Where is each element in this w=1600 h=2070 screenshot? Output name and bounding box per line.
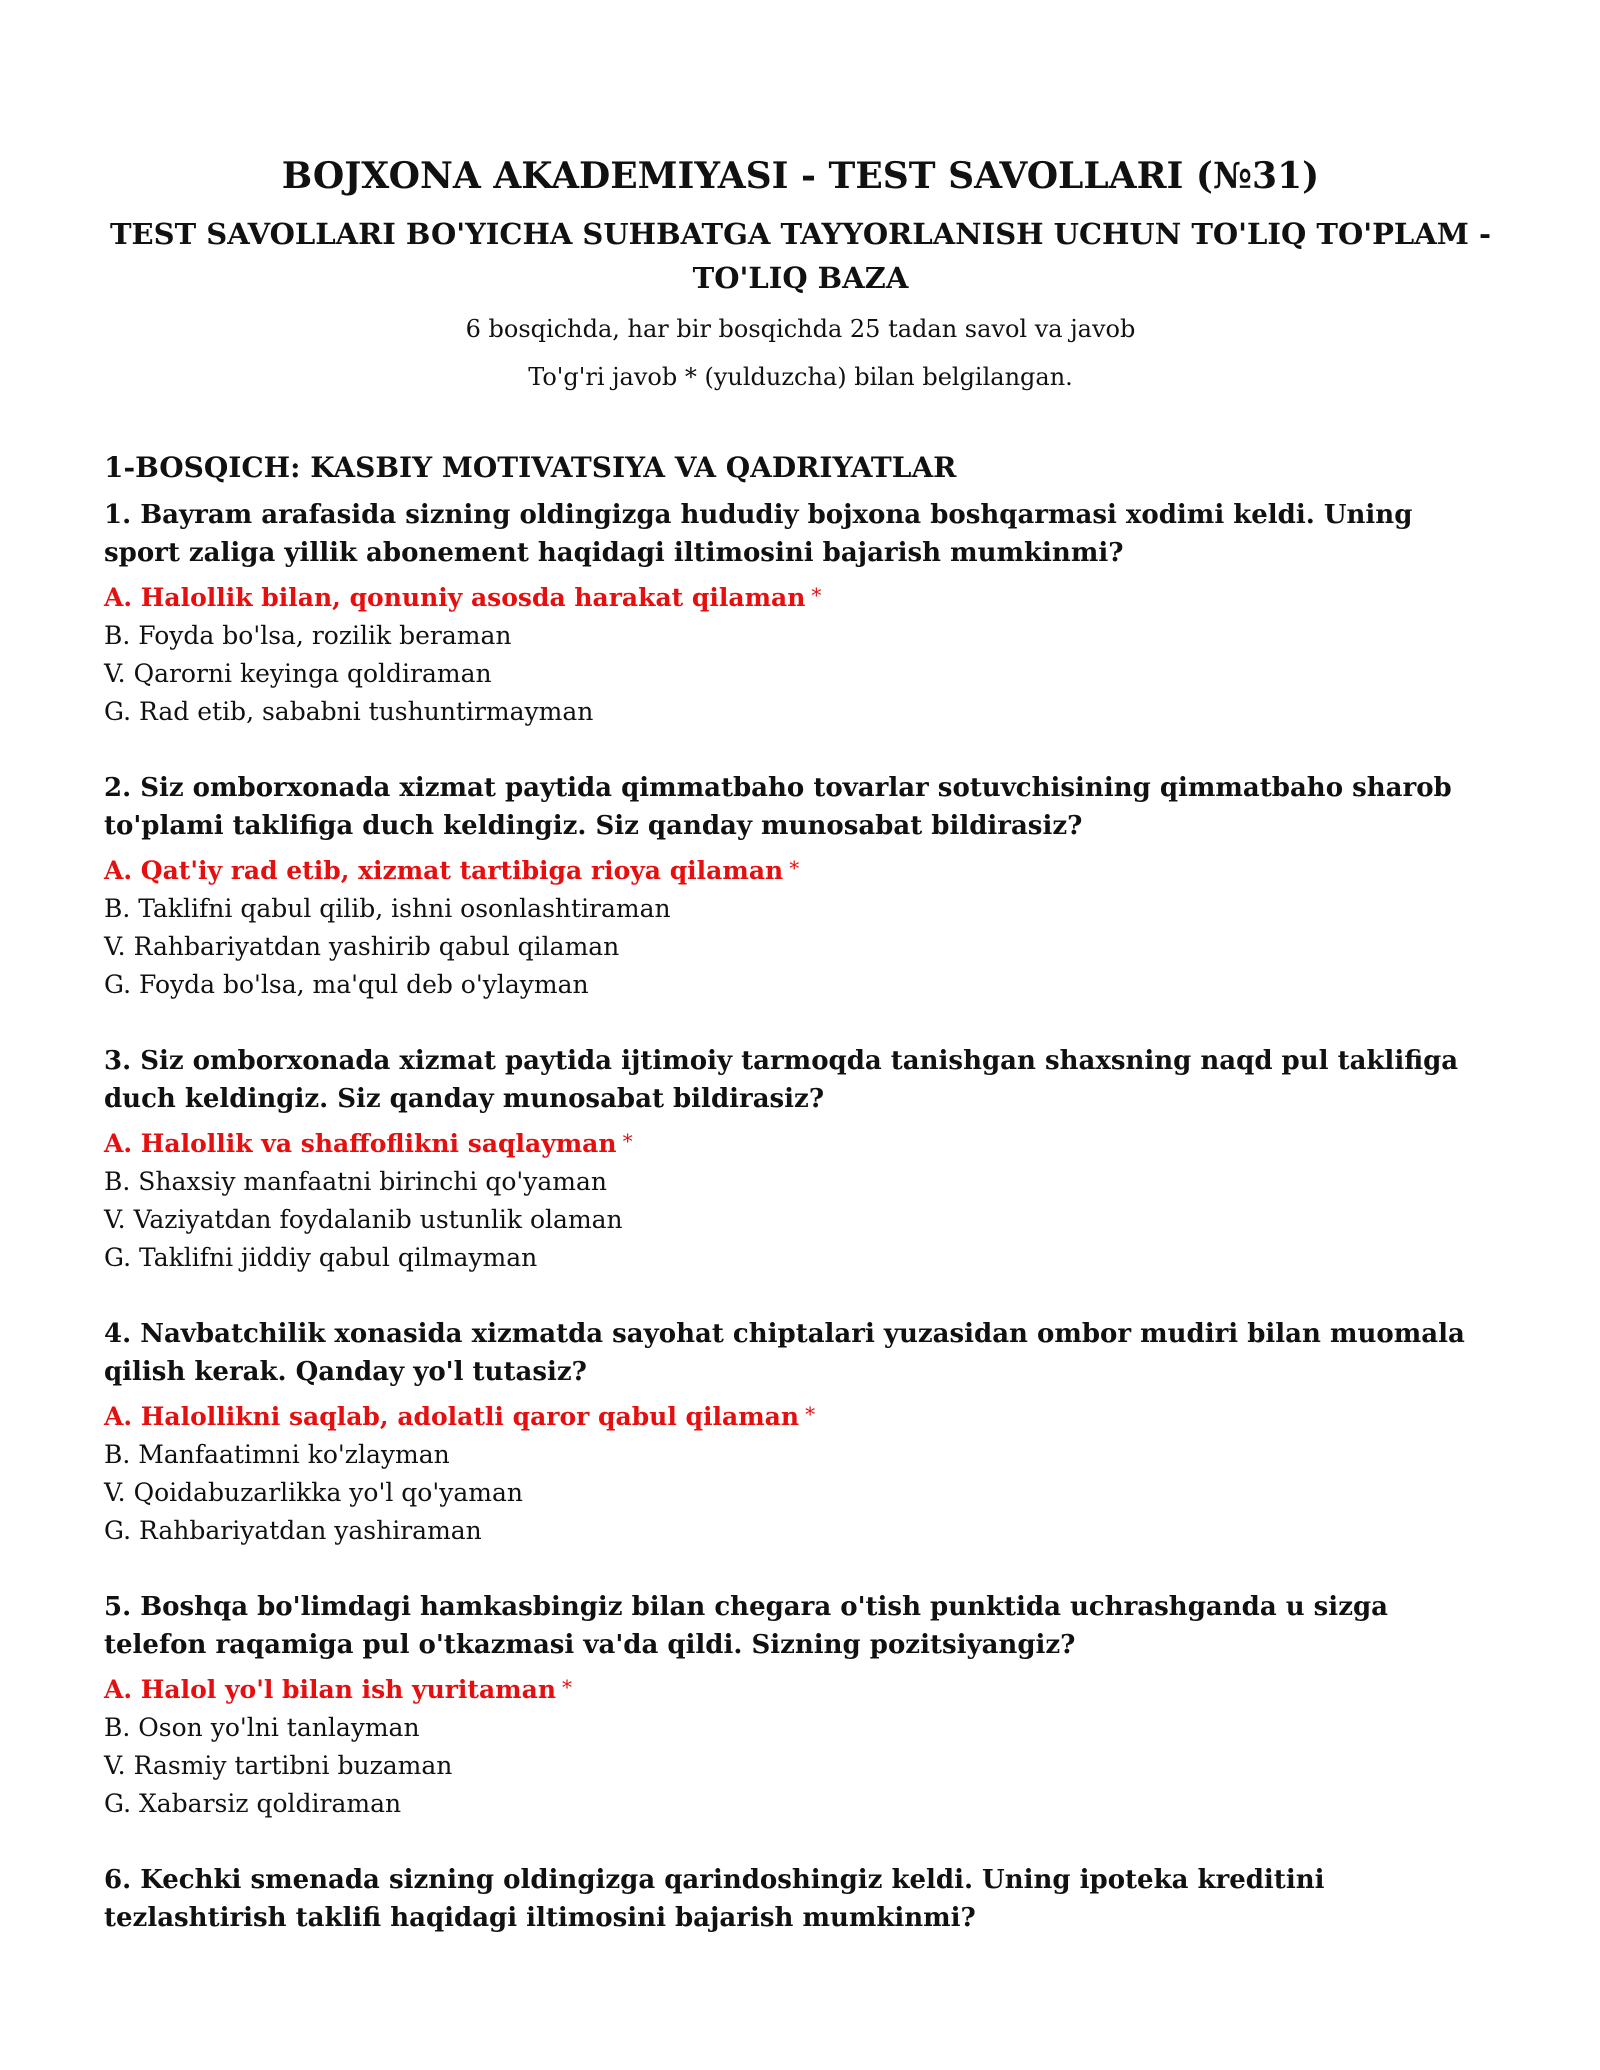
option-label: V. Rahbariyatdan yashirib qabul qilaman [104, 932, 620, 961]
answer-option [104, 1201, 1497, 1239]
option-label: A. Halollik va shaffoflikni saqlayman [104, 1129, 617, 1158]
answer-option [104, 1239, 1497, 1277]
correct-mark-star: * [805, 1402, 816, 1426]
answer-option [104, 1512, 1497, 1550]
answer-option [104, 966, 1497, 1004]
document-title: BOJXONA AKADEMIYASI - TEST SAVOLLARI (№31) [281, 155, 1320, 197]
question-block [104, 1315, 1497, 1550]
correct-answer-option [104, 849, 1497, 890]
correct-mark-star: * [562, 1675, 573, 1699]
option-label: B. Shaxsiy manfaatni birinchi qo'yaman [104, 1167, 608, 1196]
answer-option [104, 1436, 1497, 1474]
question-block [104, 1861, 1497, 1937]
answer-option [104, 1747, 1497, 1785]
question-list [104, 496, 1497, 1937]
option-label: B. Foyda bo'lsa, rozilik beraman [104, 621, 512, 650]
option-label: A. Halollik bilan, qonuniy asosda harakat qilaman [104, 583, 806, 612]
section-heading: 1-BOSQICH: KASBIY MOTIVATSIYA VA QADRIYATLAR [104, 451, 957, 484]
correct-answer-option [104, 1395, 1497, 1436]
answer-option [104, 655, 1497, 693]
option-label: G. Rahbariyatdan yashiraman [104, 1516, 482, 1545]
option-label: G. Xabarsiz qoldiraman [104, 1789, 402, 1818]
option-label: A. Halollikni saqlab, adolatli qaror qabul qilaman [104, 1402, 800, 1431]
answer-option [104, 693, 1497, 731]
answer-option [104, 1785, 1497, 1823]
correct-mark-star: * [789, 856, 800, 880]
option-label: G. Foyda bo'lsa, ma'qul deb o'ylayman [104, 970, 589, 999]
correct-mark-star: * [622, 1129, 633, 1153]
option-label: V. Qarorni keyinga qoldiraman [104, 659, 492, 688]
question-block [104, 769, 1497, 1004]
option-label: V. Vaziyatdan foydalanib ustunlik olaman [104, 1205, 623, 1234]
answer-option [104, 1163, 1497, 1201]
option-label: V. Rasmiy tartibni buzaman [104, 1751, 453, 1780]
option-label: A. Qat'iy rad etib, xizmat tartibiga rioya qilaman [104, 856, 784, 885]
question-block [104, 1588, 1497, 1823]
option-label: B. Taklifni qabul qilib, ishni osonlashtiraman [104, 894, 671, 923]
correct-answer-option [104, 576, 1497, 617]
option-label: B. Manfaatimni ko'zlayman [104, 1440, 450, 1469]
option-label: G. Taklifni jiddiy qabul qilmayman [104, 1243, 538, 1272]
stages-note: 6 bosqichda, har bir bosqichda 25 tadan savol va javob [465, 315, 1136, 343]
answer-option [104, 1474, 1497, 1512]
option-label: G. Rad etib, sababni tushuntirmayman [104, 697, 594, 726]
option-label: A. Halol yo'l bilan ish yuritaman [104, 1675, 557, 1704]
question-block [104, 496, 1497, 731]
question-text: 4. Navbatchilik xonasida xizmatda sayohat chiptalari yuzasidan ombor mudiri bilan muomala qilish kerak. Qanday yo'l tutasiz? [104, 1319, 1465, 1387]
question-text: 6. Kechki smenada sizning oldingizga qarindoshingiz keldi. Uning ipoteka kreditini tezlashtirish taklifi haqidagi iltimosini bajarish mumkinmi? [104, 1865, 1325, 1933]
document-subtitle: TEST SAVOLLARI BO'YICHA SUHBATGA TAYYORLANISH UCHUN TO'LIQ TO'PLAM - TO'LIQ BAZA [109, 217, 1492, 295]
correct-mark-star: * [811, 583, 822, 607]
correct-answer-note: To'g'ri javob * (yulduzcha) bilan belgilangan. [528, 363, 1073, 391]
correct-answer-option [104, 1122, 1497, 1163]
question-text: 3. Siz omborxonada xizmat paytida ijtimoiy tarmoqda tanishgan shaxsning naqd pul taklifiga duch keldingiz. Siz qanday munosabat bildirasiz? [104, 1046, 1459, 1114]
option-label: B. Oson yo'lni tanlayman [104, 1713, 420, 1742]
question-block [104, 1042, 1497, 1277]
answer-option [104, 890, 1497, 928]
answer-option [104, 617, 1497, 655]
answer-option [104, 1709, 1497, 1747]
question-text: 5. Boshqa bo'limdagi hamkasbingiz bilan chegara o'tish punktida uchrashganda u sizga telefon raqamiga pul o'tkazmasi va'da qildi. Sizning pozitsiyangiz? [104, 1592, 1388, 1660]
answer-option [104, 928, 1497, 966]
correct-answer-option [104, 1668, 1497, 1709]
question-text: 2. Siz omborxonada xizmat paytida qimmatbaho tovarlar sotuvchisining qimmatbaho sharob to'plami taklifiga duch keldingiz. Siz qanday munosabat bildirasiz? [104, 773, 1452, 841]
question-text: 1. Bayram arafasida sizning oldingizga hududiy bojxona boshqarmasi xodimi keldi. Uning sport zaliga yillik abonement haqidagi iltimosini bajarish mumkinmi? [104, 500, 1413, 568]
option-label: V. Qoidabuzarlikka yo'l qo'yaman [104, 1478, 523, 1507]
